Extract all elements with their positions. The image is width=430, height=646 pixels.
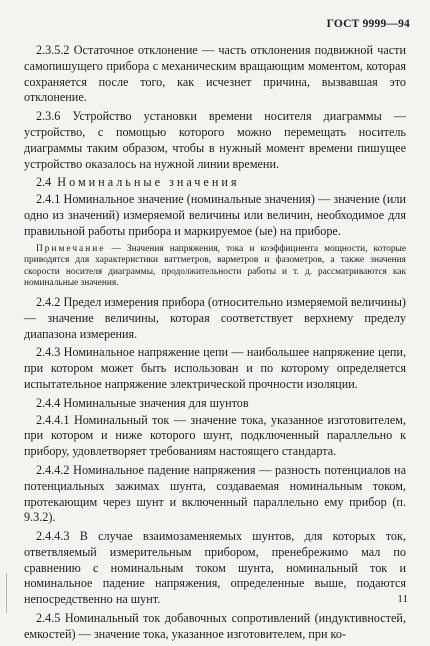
clause-2-4-3: 2.4.3 Номинальное напряжение цепи — наибольшее напряжение цепи, при котором может быть использован и по которому определяется испытательное напряжение электрической прочности изоляции. — [24, 345, 406, 391]
clause-2-4-4-1: 2.4.4.1 Номинальный ток — значение тока, указанное изготовителем, при котором и ниже которого шунт, подключенный параллельно к прибору, удовлетворяет требованиям настоящего стандарта. — [24, 412, 406, 459]
clause-2-3-6: 2.3.6 Устройство установки времени носителя диаграммы — устройство, с помощью которого можно перемещать носитель диаграммы таким образом, чтобы в нужный момент времени пишущее устройство оказалось на нужной линии времени. — [24, 109, 406, 171]
section-number: 2.4 — [36, 175, 52, 190]
standard-code-header: ГОСТ 9999—94 — [326, 18, 410, 30]
section-title: Номинальные значения — [57, 175, 240, 190]
section-heading-2-4 — [24, 175, 406, 191]
clause-2-4-2: 2.4.2 Предел измерения прибора (относительно измеряемой величины) — значение величины, которая соответствует верхнему пределу диапазона измерения. — [24, 294, 406, 341]
clause-2-4-4-3: 2.4.4.3 В случае взаимозаменяемых шунтов, для которых ток, ответвляемый измерительным прибором, пренебрежимо мал по сравнению с номинальным током шунта, номинальный ток и номинальное падение напряжения, определенные выше, подаются непосредственно на шунт. — [24, 529, 406, 607]
page-number: 11 — [397, 593, 408, 605]
clause-2-4-4: 2.4.4 Номинальные значения для шунтов — [36, 395, 249, 410]
note — [24, 244, 406, 290]
margin-mark — [6, 573, 7, 613]
clause-2-4-4-2: 2.4.4.2 Номинальное падение напряжения — разность потенциалов на потенциальных зажимах шунта, создаваемая номинальным током, протекающим через шунт и включенный параллельно ему прибор (п. 9.3.2). — [24, 462, 406, 525]
clause-2-4-5: 2.4.5 Номинальный ток добавочных сопротивлений (индуктивностей, емкостей) — значение тока, указанное изготовителем, при ко- — [24, 611, 406, 641]
clause-2-4-1: 2.4.1 Номинальное значение (номинальные значения) — значение (или одно из значений) измеряемой величины или величин, необходимое для правильной работы прибора и маркируемое (ые) на приборе. — [24, 192, 406, 238]
note-text: — Значения напряжения, тока и коэффициента мощности, которые приводятся для характеристики ваттметров, варметров и фазометров, а также значения скорости носителя диаграммы, продолжительности работы и т. д. рассматриваются как номинальные значения. — [24, 243, 406, 289]
clause-2-3-5-2: 2.3.5.2 Остаточное отклонение — часть отклонения подвижной части самопишущего прибора с механическим вращающим моментом, которая сохраняется после того, как исчезнет причина, вызвавшая это отклонение. — [24, 43, 406, 105]
page-body — [24, 43, 406, 646]
note-lead: Примечание — [36, 243, 106, 254]
